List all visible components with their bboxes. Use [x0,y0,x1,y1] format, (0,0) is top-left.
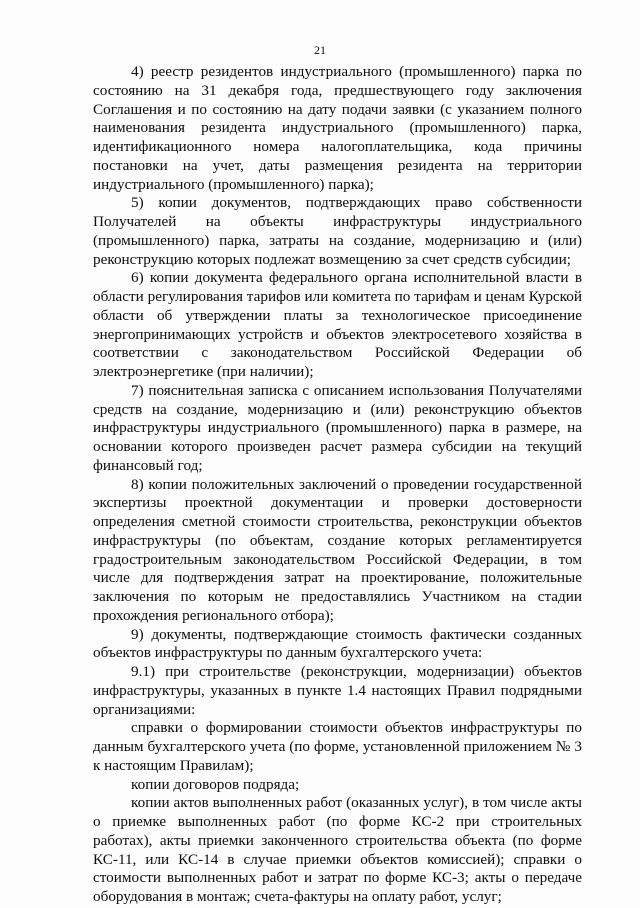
document-body [93,63,582,907]
page-number: 21 [314,43,326,57]
paragraph-item-8: 8) копии положительных заключений о проведении государственной экспертизы проектной документации и проверки достоверности определения сметной стоимости строительства, реконструкции объектов инфраструктуры (по объектам, создание которых регламентируется градостроительным законодательством Российской Федерации, в том числе для подтверждения затрат на проектирование, положительные заключения по которым не предоставлялись Участником на стадии прохождения регионального отбора); [93,475,582,624]
paragraph-item-9: 9) документы, подтверждающие стоимость фактически созданных объектов инфраструктуры по данным бухгалтерского учета: [93,625,582,662]
paragraph-acceptance-acts: копии актов выполненных работ (оказанных услуг), в том числе акты о приемке выполненных работ (по форме КС-2 при строительных работах), акты приемки законченного строительства объекта (по форме КС-11, или КС-14 в случае приемки объектов комиссией); справки о стоимости выполненных работ и затрат по форме КС-3; акты о передаче оборудования в монтаж; счета-фактуры на оплату работ, услуг; [93,794,582,905]
paragraph-cost-certificates: справки о формировании стоимости объектов инфраструктуры по данным бухгалтерского учета (по форме, установленной приложением № 3 к настоящим Правилам); [93,719,582,774]
paragraph-item-6: 6) копии документа федерального органа исполнительной власти в области регулирования тарифов или комитета по тарифам и ценам Курской области об утверждении платы за технологическое присоединение энергопринимающих устройств и объектов электросетевого хозяйства в соответствии с законодательством Российской Федерации об электроэнергетике (при наличии); [93,269,582,380]
paragraph-item-4: 4) реестр резидентов индустриального (промышленного) парка по состоянию на 31 декабря года, предшествующего году заключения Соглашения и по состоянию на дату подачи заявки (с указанием полного наименования резидента индустриального (промышленного) парка, идентификационного номера налогоплательщика, кода причины постановки на учет, даты размещения резидента на территории индустриального (промышленного) парка); [93,63,582,193]
paragraph-contract-copies: копии договоров подряда; [131,775,300,793]
paragraph-item-9-1: 9.1) при строительстве (реконструкции, модернизации) объектов инфраструктуры, указанных в пункте 1.4 настоящих Правил подрядными организациями: [93,663,582,718]
paragraph-item-7: 7) пояснительная записка с описанием использования Получателями средств на создание, модернизацию и (или) реконструкцию объектов инфраструктуры индустриального (промышленного) парка в размере, на основании которого произведен расчет размера субсидии на текущий финансовый год; [93,381,582,474]
paragraph-item-5: 5) копии документов, подтверждающих право собственности Получателей на объекты инфраструктуры индустриального (промышленного) парка, затраты на создание, модернизацию и (или) реконструкцию которых подлежат возмещению за счет средств субсидии; [93,194,582,268]
